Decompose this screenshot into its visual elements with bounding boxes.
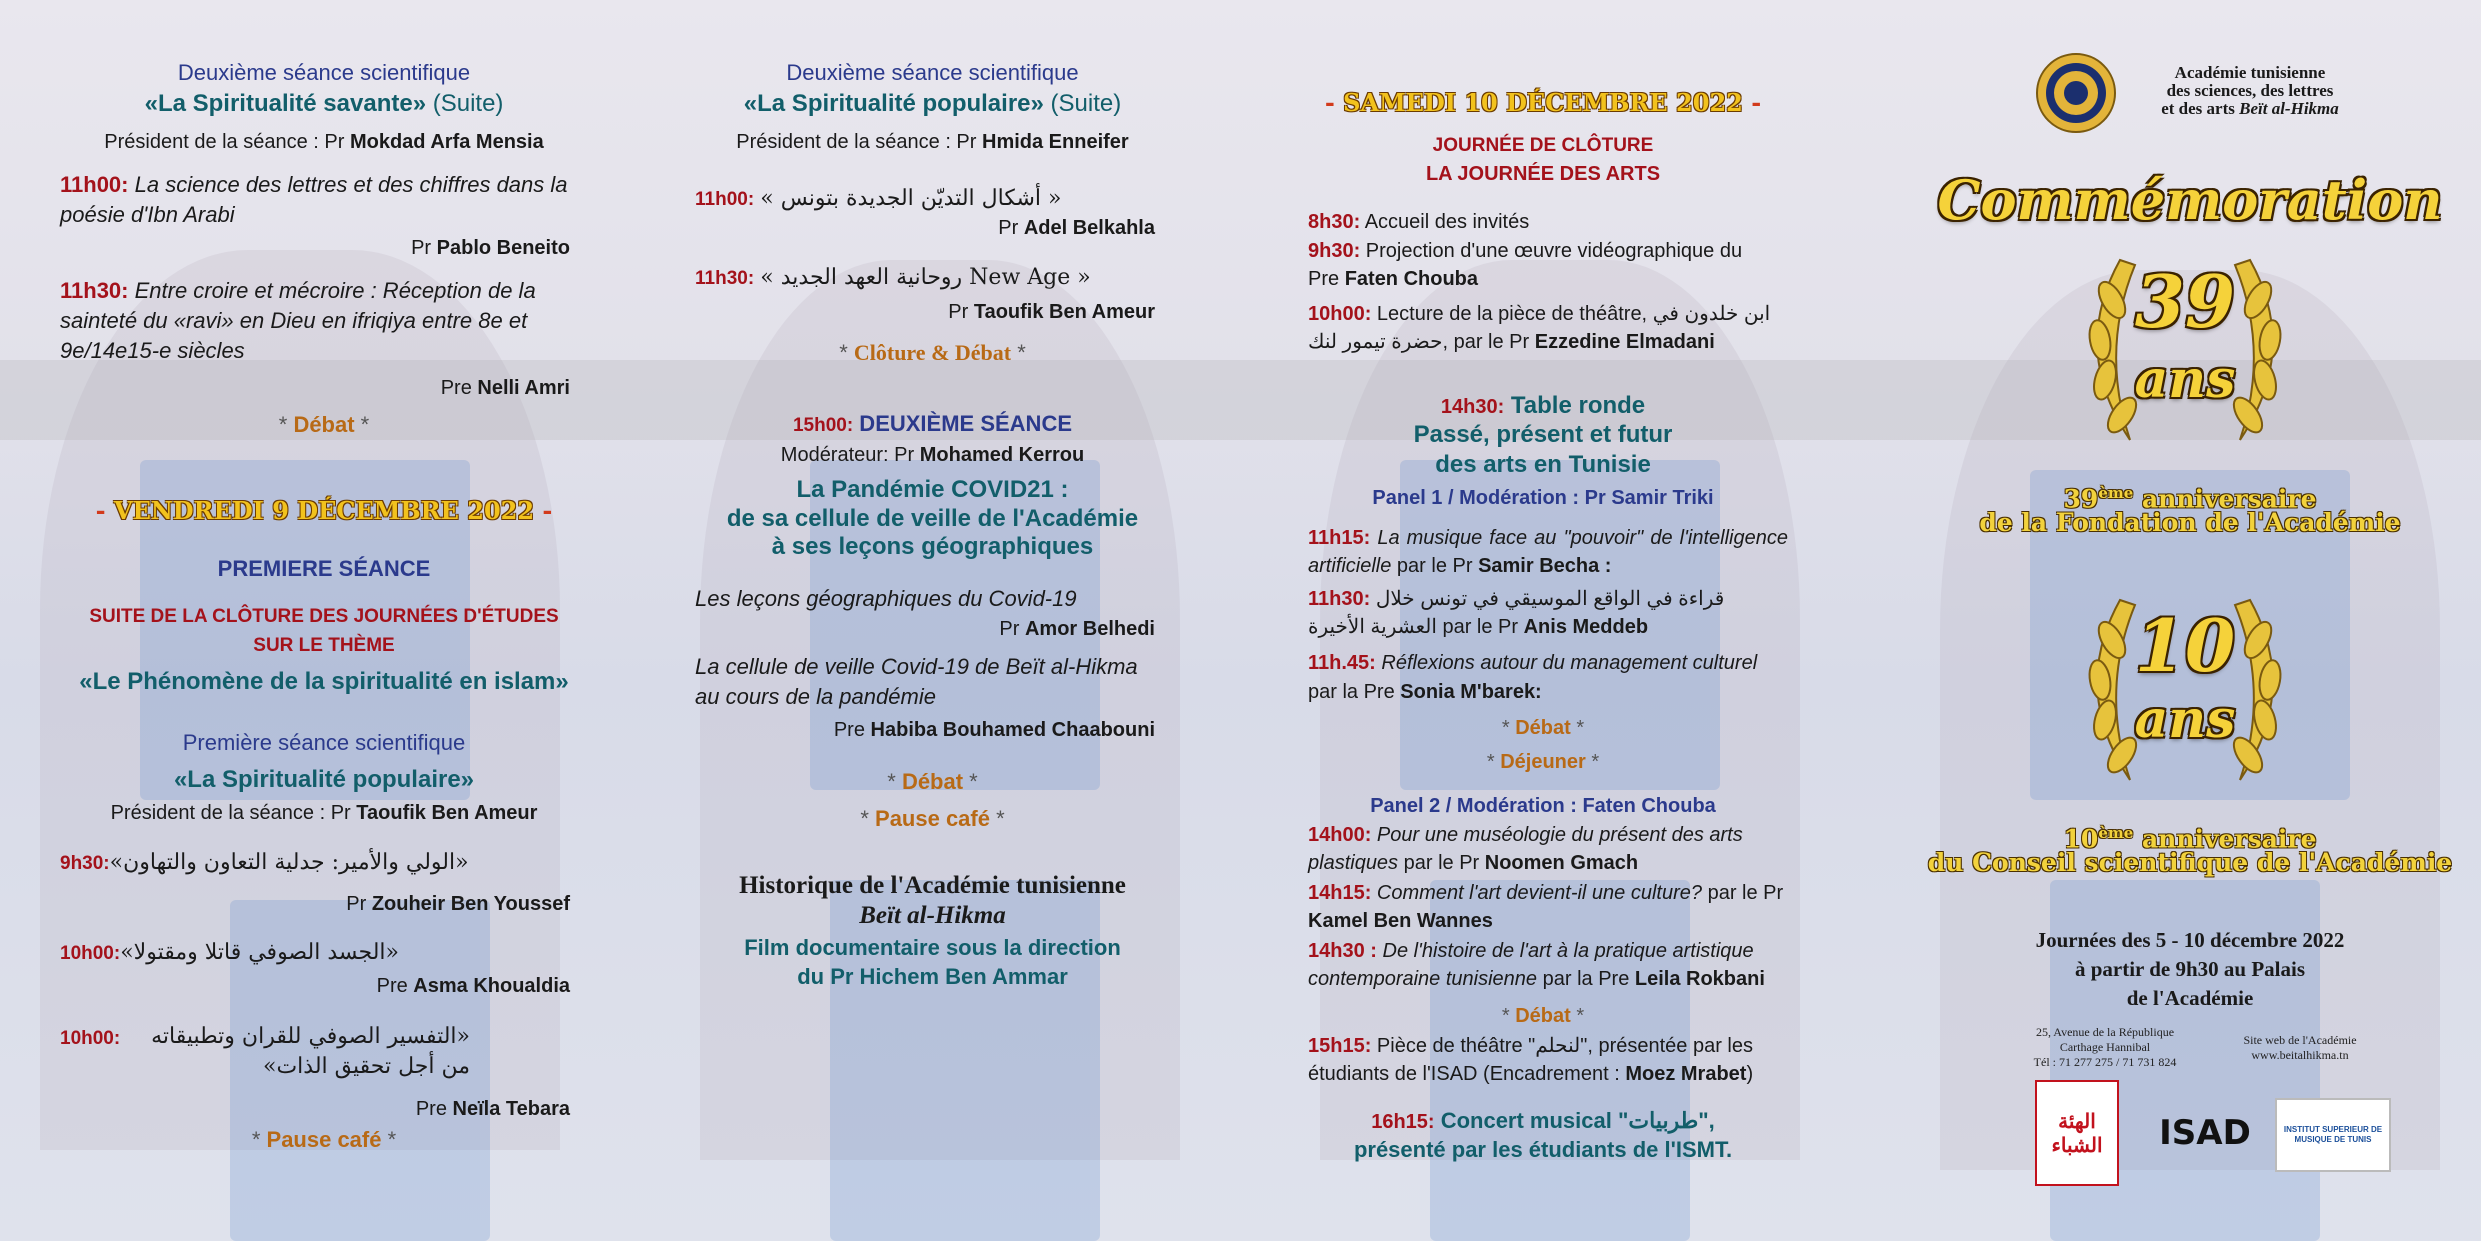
session-president: Président de la séance : Pr Hmida Enneifer <box>736 131 1129 153</box>
pandemie-title-2: de sa cellule de veille de l'Académie <box>726 505 1139 532</box>
film-line-1: Film documentaire sous la direction <box>744 935 1121 960</box>
talk-arabic-2: 10h00:«الجسد الصوفي قاتلا ومقتولا» <box>60 940 399 965</box>
panel-2-heading: Panel 2 / Modération : Faten Chouba <box>1370 795 1716 817</box>
debat-label: * Débat * <box>1501 1005 1585 1027</box>
journee-line-1: JOURNÉE DE CLÔTURE <box>1432 135 1654 156</box>
journees-line-3: de l'Académie <box>2126 986 2254 1010</box>
concert-line-1: 16h15: Concert musical "طربيات", <box>1371 1108 1715 1133</box>
talk-r3: 14h30 : De l'histoire de l'art à la pratique artistique contemporaine tunisienne par la Pre Leila Rokbani <box>1308 940 1765 990</box>
talk-p2-author: Pre Habiba Bouhamed Chaabouni <box>833 719 1155 741</box>
column-1 <box>0 0 640 1241</box>
historique-title: Historique de l'Académie tunisienne <box>739 872 1126 899</box>
session-title: Deuxième séance scientifique <box>786 60 1079 85</box>
talk-1-author: Pr Pablo Beneito <box>411 237 570 259</box>
talk-1: 11h00: La science des lettres et des chiffres dans la poésie d'Ibn Arabi <box>60 172 568 227</box>
talk-arabic-2-author: Pre Asma Khoualdia <box>376 975 570 997</box>
dejeuner-label: * Déjeuner * <box>1486 751 1600 773</box>
day-heading: - VENDREDI 9 DÉCEMBRE 2022 - <box>95 496 553 525</box>
column-4 <box>1925 0 2481 1241</box>
event-lecture: 10h00: Lecture de la pièce de théâtre, ابن خلدون في حضرة تيمور لنك, par le Pr Ezzedine Elmadani <box>1308 303 1771 353</box>
column-2 <box>665 0 1190 1241</box>
session-subtitle: «La Spiritualité savante» (Suite) <box>144 90 504 117</box>
talk-q3: 11h.45: Réflexions autour du management culturel <box>1308 652 1758 674</box>
suite-line-2: SUR LE THÈME <box>253 635 395 656</box>
event-projection-author: Pre Faten Chouba <box>1308 268 1479 290</box>
academy-name: Académie tunisienne des sciences, des lettres et des arts Beït al-Hikma <box>2161 63 2339 118</box>
talk-p2: La cellule de veille Covid-19 de Beït al-Hikma au cours de la pandémie <box>695 654 1138 709</box>
talk-q3-author: par la Pre Sonia M'barek: <box>1308 681 1542 703</box>
event-projection: 9h30: Projection d'une œuvre vidéographique du <box>1308 240 1743 262</box>
academy-seal-icon <box>2035 52 2117 134</box>
anniversary-2-line-1: 10ème anniversaire <box>2063 824 2317 854</box>
theatre-event: 15h15: Pièce de théâtre "لنحلم", présentée par les étudiants de l'ISAD (Encadrement : Moez Mrabet) <box>1308 1035 1754 1085</box>
partner-logo-isad: ISAD <box>2159 1113 2251 1153</box>
years-label: ans <box>2134 349 2236 410</box>
address: 25, Avenue de la République Carthage Hannibal Tél : 71 277 275 / 71 731 824 <box>2033 1025 2177 1069</box>
anniversary-2-line-2: du Conseil scientifique de l'Académie <box>1927 848 2453 877</box>
talk-arabic-1: 11h00: « أشكال التديّن الجديدة بتونس » <box>695 186 1062 211</box>
anniversary-1-line-2: de la Fondation de l'Académie <box>1979 508 2401 537</box>
film-line-2: du Pr Hichem Ben Ammar <box>797 964 1068 989</box>
table-ronde-heading: 14h30: Table ronde <box>1440 392 1646 419</box>
session-president: Président de la séance : Pr Mokdad Arfa Mensia <box>104 131 544 153</box>
talk-arabic-1-author: Pr Adel Belkahla <box>998 217 1155 239</box>
talk-arabic-3-text: «التفسير الصوفي للقران وتطبيقاته من أجل تحقيق الذات» <box>151 1024 470 1079</box>
talk-q1: 11h15: La musique face au "pouvoir" de l'intelligence artificielle par le Pr Samir Becha : <box>1308 527 1788 577</box>
pause-label: * Pause café * <box>860 806 1005 831</box>
commemoration-title: Commémoration <box>1937 168 2443 232</box>
table-ronde-line-2: Passé, présent et futur <box>1413 421 1673 448</box>
website: Site web de l'Académie www.beitalhikma.tn <box>2243 1033 2357 1062</box>
partner-logo-ismt: INSTITUT SUPERIEUR DE MUSIQUE DE TUNIS <box>2275 1098 2391 1172</box>
debat-label: * Débat * <box>278 412 370 437</box>
talk-2-author: Pre Nelli Amri <box>440 377 570 399</box>
talk-r1: 14h00: Pour une muséologie du présent des arts plastiques par le Pr Noomen Gmach <box>1308 824 1743 874</box>
partner-logo-1: الهئة الشباء <box>2035 1080 2119 1186</box>
anniversary-1-line-1: 39ème anniversaire <box>2063 484 2317 514</box>
journees-line-1: Journées des 5 - 10 décembre 2022 <box>2035 928 2345 952</box>
column-3 <box>1300 0 1805 1241</box>
pandemie-title-3: à ses leçons géographiques <box>771 533 1094 560</box>
suite-line-1: SUITE DE LA CLÔTURE DES JOURNÉES D'ÉTUDES <box>89 606 559 627</box>
premiere-seance: PREMIERE SÉANCE <box>217 556 431 581</box>
pandemie-title-1: La Pandémie COVID21 : <box>796 476 1069 503</box>
session-subtitle: «La Spiritualité populaire» (Suite) <box>743 90 1122 117</box>
years-number: 10 <box>2134 603 2236 688</box>
debat-label: * Débat * <box>1501 717 1585 739</box>
talk-arabic-3-author: Pre Neïla Tebara <box>415 1098 570 1120</box>
historique-subtitle: Beït al-Hikma <box>859 902 1006 929</box>
debat-label: * Débat * <box>887 769 978 794</box>
session-president: Président de la séance : Pr Taoufik Ben Ameur <box>110 802 538 824</box>
event-accueil: 8h30: Accueil des invités <box>1308 211 1530 233</box>
years-label: ans <box>2134 689 2236 750</box>
talk-r2: 14h15: Comment l'art devient-il une culture? par le Pr Kamel Ben Wannes <box>1308 882 1784 932</box>
theme-title: «Le Phénomène de la spiritualité en islam» <box>79 668 569 695</box>
talk-arabic-2: 11h30: « روحانية العهد الجديد New Age » <box>695 265 1091 290</box>
cloture-label: * Clôture & Débat * <box>839 340 1026 365</box>
concert-line-2: présenté par les étudiants de l'ISMT. <box>1353 1137 1733 1162</box>
pause-label: * Pause café * <box>251 1127 397 1152</box>
talk-arabic-1-author: Pr Zouheir Ben Youssef <box>346 893 570 915</box>
journees-line-2: à partir de 9h30 au Palais <box>2074 957 2306 981</box>
talk-arabic-2-author: Pr Taoufik Ben Ameur <box>948 301 1155 323</box>
journee-line-2: LA JOURNÉE DES ARTS <box>1425 163 1661 185</box>
talk-arabic-1: 9h30:«الولي والأمير: جدلية التعاون والتهاون» <box>60 850 469 875</box>
session-title: Première séance scientifique <box>182 730 466 755</box>
seance-2-heading: 15h00: DEUXIÈME SÉANCE <box>792 411 1073 436</box>
moderateur: Modérateur: Pr Mohamed Kerrou <box>780 444 1085 466</box>
day-heading: - SAMEDI 10 DÉCEMBRE 2022 - <box>1324 88 1762 117</box>
session-subtitle: «La Spiritualité populaire» <box>173 766 475 793</box>
talk-q2: 11h30: قراءة في الواقع الموسيقي في تونس خلال العشرية الأخيرة par le Pr Anis Meddeb <box>1308 588 1725 638</box>
talk-2: 11h30: Entre croire et mécroire : Réception de la sainteté du «ravi» en Dieu en ifriqiya entre 8e et 9e/14e15-e siècles <box>60 278 536 363</box>
session-title: Deuxième séance scientifique <box>177 60 471 85</box>
table-ronde-line-3: des arts en Tunisie <box>1435 451 1651 478</box>
talk-arabic-3: 10h00: <box>60 1028 121 1049</box>
panel-1-heading: Panel 1 / Modération : Pr Samir Triki <box>1372 487 1714 509</box>
years-number: 39 <box>2134 259 2236 344</box>
talk-p1-author: Pr Amor Belhedi <box>999 618 1155 640</box>
talk-p1: Les leçons géographiques du Covid-19 <box>695 586 1077 611</box>
